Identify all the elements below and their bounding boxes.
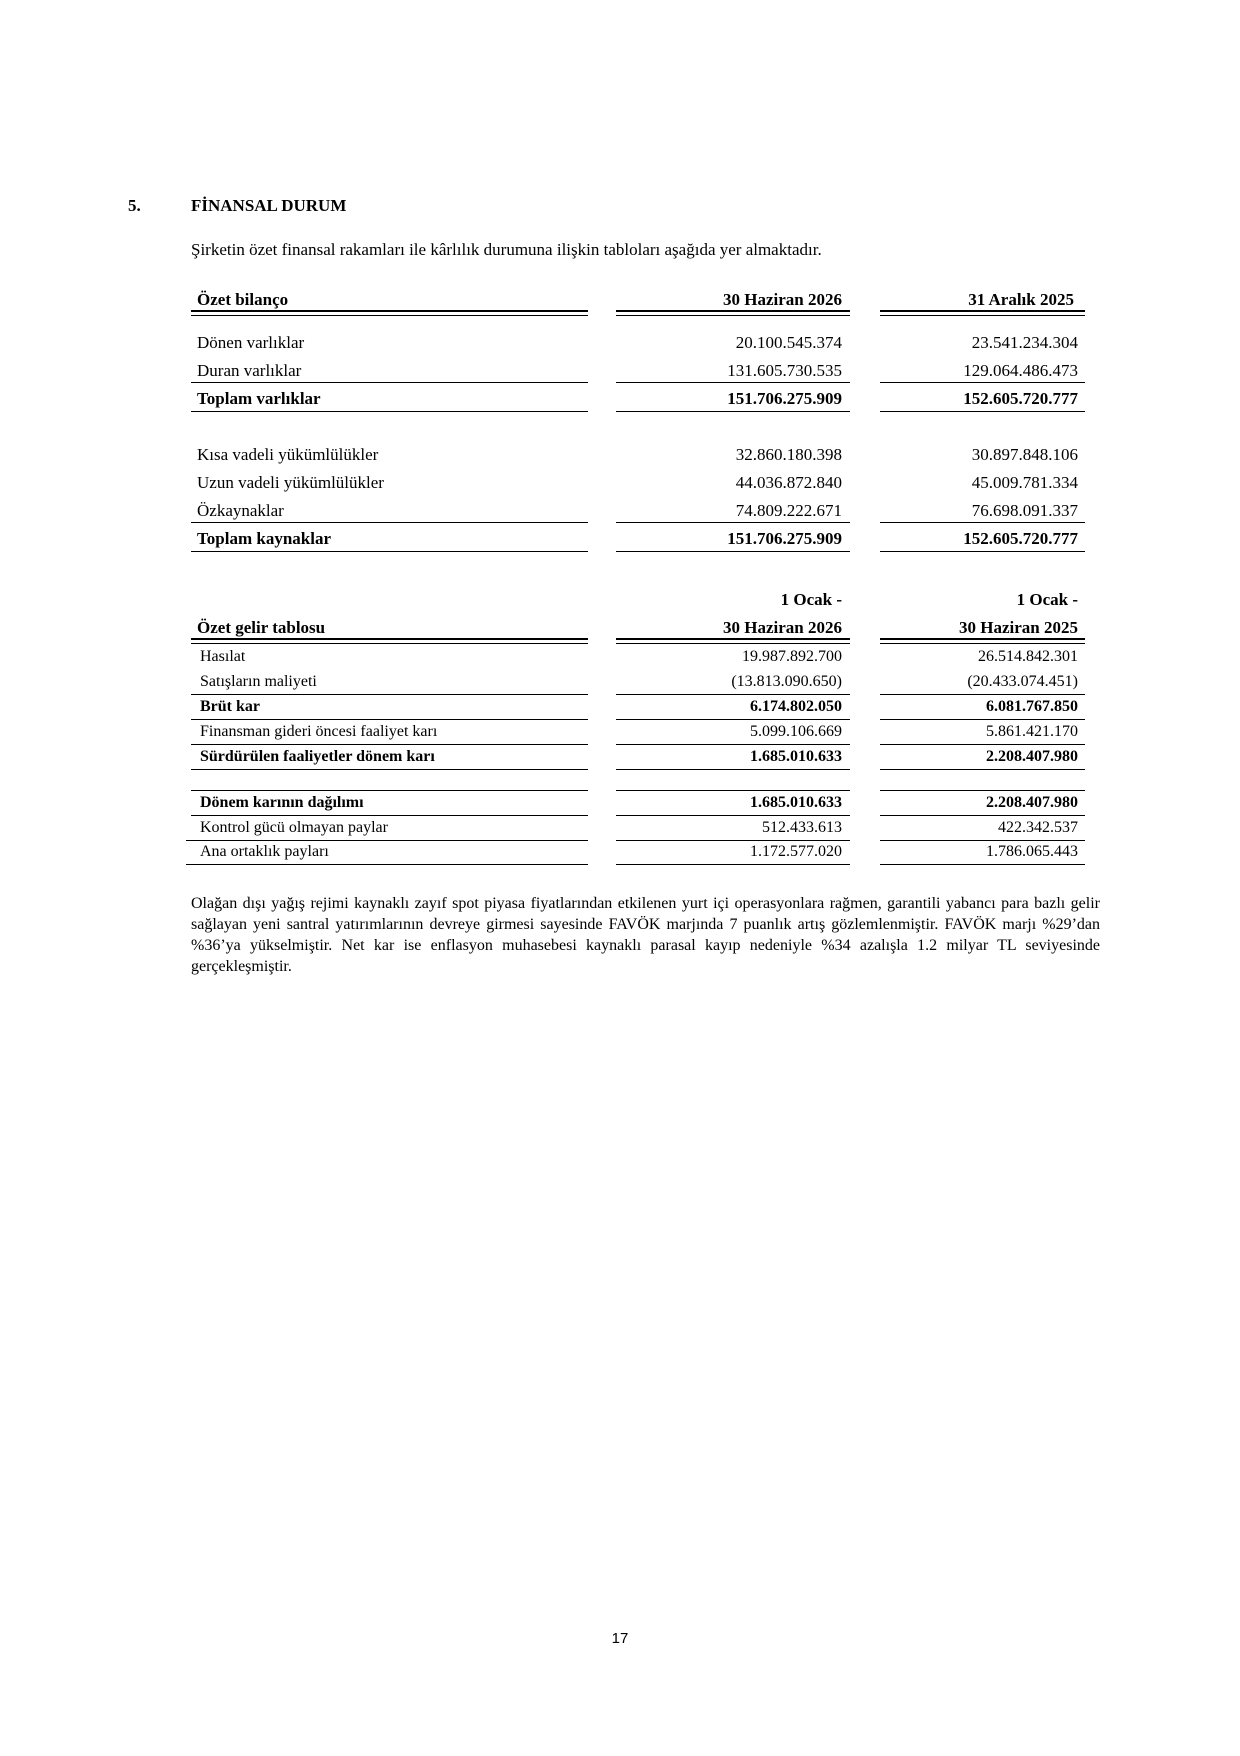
income-total-value: 2.208.407.980 (986, 748, 1078, 765)
commentary-paragraph: Olağan dışı yağış rejimi kaynaklı zayıf spot piyasa fiyatlarından etkilenen yurt içi operasyonlara rağmen, garantili yabancı para bazlı gelir sağlayan yeni santral yatırımlarının devreye girmesi sayesinde FAVÖK marjında 7 puanlık artış gözlemlenmiştir. FAVÖK marjı %29’dan %36’ya yükselmiştir. Net kar ise enflasyon muhasebesi kaynaklı parasal kayıp nedeniyle %34 azalışla 1.2 milyar TL seviyesinde gerçekleşmiştir. (191, 895, 1100, 975)
income-row-value: 5.099.106.669 (750, 723, 842, 740)
income-rule (191, 815, 588, 816)
income-row-label: Ana ortaklık payları (200, 843, 329, 860)
balance-total-value: 151.706.275.909 (727, 389, 842, 408)
balance-row-label: Uzun vadeli yükümlülükler (197, 473, 384, 492)
income-rule (880, 694, 1085, 695)
income-row-value: 19.987.892.700 (742, 648, 842, 665)
balance-total-value: 152.605.720.777 (963, 389, 1078, 408)
balance-row-value: 20.100.545.374 (735, 333, 842, 352)
balance-row-label: Duran varlıklar (197, 361, 302, 380)
income-total-value: 1.685.010.633 (750, 794, 842, 811)
income-row-label: Kontrol gücü olmayan paylar (200, 819, 388, 836)
income-row-value: (20.433.074.451) (967, 673, 1078, 690)
income-total-value: 1.685.010.633 (750, 748, 842, 765)
balance-row-value: 45.009.781.334 (971, 473, 1078, 492)
section-intro: Şirketin özet finansal rakamları ile kârlılık durumuna ilişkin tabloları aşağıda yer almaktadır. (191, 240, 822, 259)
balance-row-value: 131.605.730.535 (727, 361, 842, 380)
income-rule (191, 769, 588, 770)
income-rule (616, 864, 850, 865)
income-header-rule (616, 638, 850, 644)
income-rule (616, 815, 850, 816)
balance-total-value: 152.605.720.777 (963, 529, 1078, 548)
income-total-label: Brüt kar (200, 698, 260, 715)
balance-total-label: Toplam varlıklar (197, 389, 321, 408)
balance-header-rule (191, 310, 588, 316)
balance-rule (616, 382, 850, 383)
income-total-value: 2.208.407.980 (986, 794, 1078, 811)
income-rule (191, 719, 588, 720)
income-total-label: Sürdürülen faaliyetler dönem karı (200, 748, 435, 765)
balance-rule (191, 522, 588, 523)
balance-total-value: 151.706.275.909 (727, 529, 842, 548)
income-header-label: Özet gelir tablosu (197, 618, 326, 637)
income-rule (880, 815, 1085, 816)
income-total-value: 6.081.767.850 (986, 698, 1078, 715)
income-rule (880, 719, 1085, 720)
balance-rule (880, 411, 1085, 412)
income-rule (186, 840, 588, 841)
income-row-label: Hasılat (200, 648, 246, 665)
balance-row-label: Kısa vadeli yükümlülükler (197, 445, 379, 464)
income-row-label: Finansman gideri öncesi faaliyet karı (200, 723, 438, 740)
balance-rule (880, 551, 1085, 552)
income-rule (191, 744, 588, 745)
income-rule (191, 790, 588, 791)
balance-row-label: Dönen varlıklar (197, 333, 305, 352)
balance-row-value: 129.064.486.473 (963, 361, 1078, 380)
income-row-value: 5.861.421.170 (986, 723, 1078, 740)
income-rule (616, 744, 850, 745)
balance-row-value: 23.541.234.304 (971, 333, 1078, 352)
income-header-col2-line1: 1 Ocak - (1016, 590, 1078, 609)
balance-header-col2: 31 Aralık 2025 (968, 290, 1074, 309)
balance-rule (880, 382, 1085, 383)
income-total-label: Dönem karının dağılımı (200, 794, 364, 811)
income-row-value: 26.514.842.301 (978, 648, 1078, 665)
balance-rule (191, 551, 588, 552)
balance-rule (191, 411, 588, 412)
balance-rule (616, 411, 850, 412)
income-rule (616, 790, 850, 791)
income-rule (616, 694, 850, 695)
income-header-col1-line2: 30 Haziran 2026 (723, 618, 842, 637)
balance-row-value: 44.036.872.840 (735, 473, 842, 492)
income-rule (616, 769, 850, 770)
balance-rule (616, 551, 850, 552)
balance-header-label: Özet bilanço (197, 290, 289, 309)
income-row-value: 1.172.577.020 (750, 843, 842, 860)
income-rule (186, 864, 588, 865)
income-rule (880, 744, 1085, 745)
income-rule (616, 719, 850, 720)
income-header-rule (191, 638, 588, 644)
income-rule (880, 840, 1085, 841)
balance-total-label: Toplam kaynaklar (197, 529, 331, 548)
income-row-value: 1.786.065.443 (986, 843, 1078, 860)
income-rule (880, 864, 1085, 865)
section-title: FİNANSAL DURUM (191, 196, 347, 215)
balance-rule (880, 522, 1085, 523)
income-rule (616, 840, 850, 841)
balance-rule (616, 522, 850, 523)
balance-row-value: 76.698.091.337 (971, 501, 1078, 520)
income-header-rule (880, 638, 1085, 644)
income-row-value: 512.433.613 (762, 819, 842, 836)
balance-row-label: Özkaynaklar (197, 501, 284, 520)
income-row-value: 422.342.537 (998, 819, 1078, 836)
balance-header-rule (616, 310, 850, 316)
income-row-value: (13.813.090.650) (731, 673, 842, 690)
income-header-col1-line1: 1 Ocak - (780, 590, 842, 609)
income-rule (880, 790, 1085, 791)
income-header-col2-line2: 30 Haziran 2025 (959, 618, 1078, 637)
income-row-label: Satışların maliyeti (200, 673, 317, 690)
balance-header-rule (880, 310, 1085, 316)
balance-header-col1: 30 Haziran 2026 (723, 290, 842, 309)
balance-row-value: 74.809.222.671 (735, 501, 842, 520)
income-total-value: 6.174.802.050 (750, 698, 842, 715)
page-number: 17 (611, 1630, 629, 1647)
section-number: 5. (128, 196, 141, 215)
income-rule (880, 769, 1085, 770)
balance-row-value: 30.897.848.106 (971, 445, 1078, 464)
balance-rule (191, 382, 588, 383)
income-rule (191, 694, 588, 695)
balance-row-value: 32.860.180.398 (735, 445, 842, 464)
